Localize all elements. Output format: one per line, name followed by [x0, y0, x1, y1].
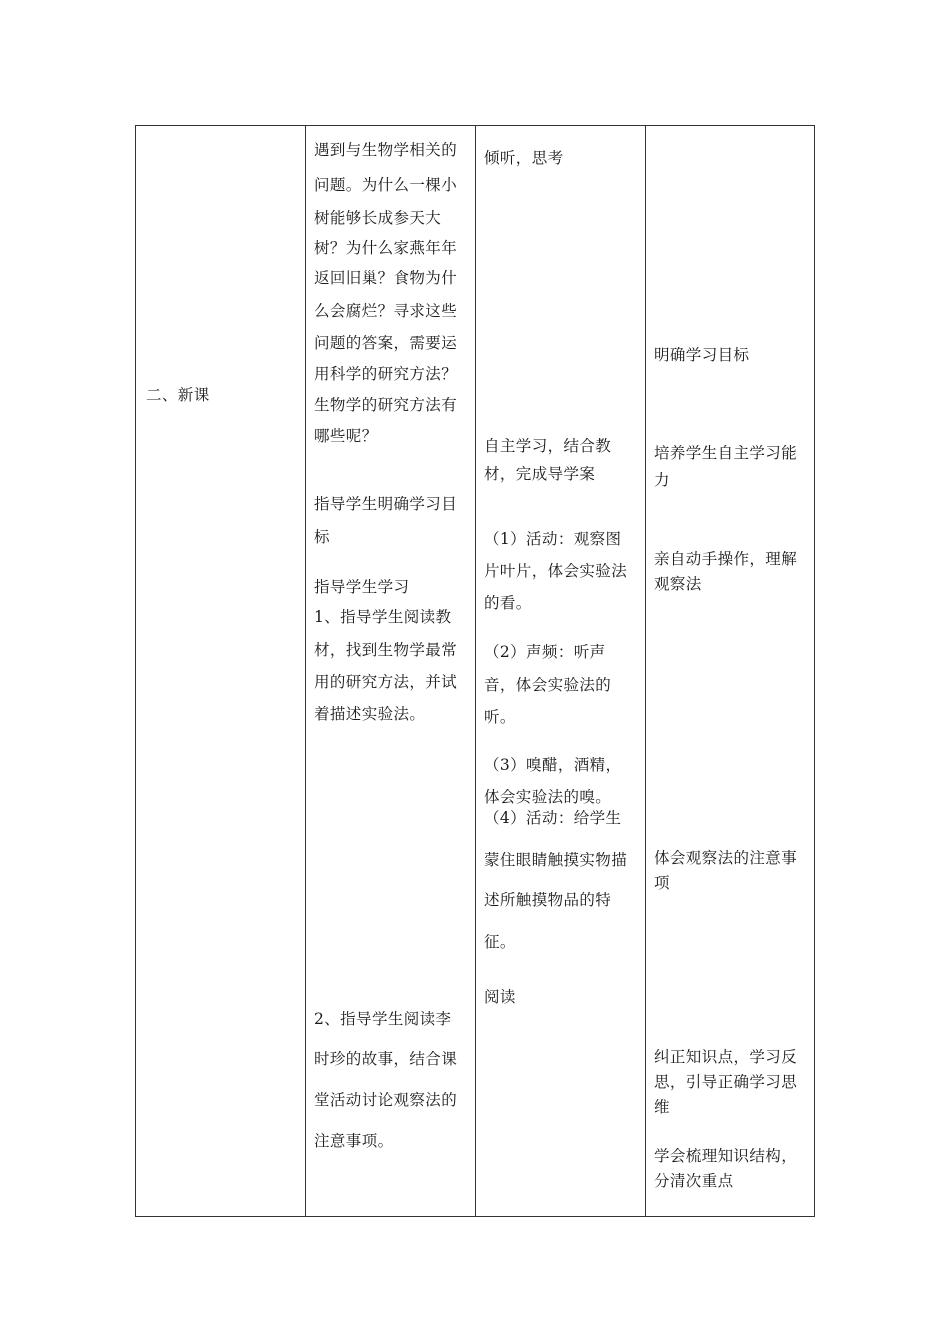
student-text-line: 自主学习，结合教	[484, 437, 612, 455]
teacher-text-line: 2、指导学生阅读李	[314, 1010, 452, 1028]
section-label: 二、新课	[146, 386, 210, 404]
teacher-text-line: 么会腐烂？寻求这些	[314, 302, 458, 320]
teacher-text-line: 生物学的研究方法有	[314, 396, 458, 414]
student-text-line: （2）声频：听声	[484, 643, 606, 661]
teacher-text-line: 材，找到生物学最常	[314, 641, 458, 659]
teacher-text-line: 遇到与生物学相关的	[314, 141, 458, 159]
student-text-line: （3）嗅醋，酒精，	[484, 756, 622, 774]
student-text-line: （1）活动：观察图	[484, 530, 622, 548]
purpose-text-line: 纠正知识点，学习反	[654, 1048, 798, 1066]
student-text-line: 阅读	[484, 988, 516, 1006]
teacher-text-line: 用科学的研究方法？	[314, 365, 458, 383]
student-text-line: 倾听，思考	[484, 149, 564, 167]
column-divider	[645, 126, 646, 1216]
column-divider	[475, 126, 476, 1216]
student-text-line: （4）活动：给学生	[484, 809, 622, 827]
teacher-text-line: 哪些呢？	[314, 427, 378, 445]
purpose-text-line: 培养学生自主学习能	[654, 444, 798, 462]
teacher-text-line: 时珍的故事，结合课	[314, 1050, 458, 1068]
purpose-text-line: 思，引导正确学习思	[654, 1073, 798, 1091]
teacher-text-line: 注意事项。	[314, 1132, 394, 1150]
student-text-line: 的看。	[484, 594, 532, 612]
teacher-text-line: 用的研究方法，并试	[314, 673, 458, 691]
teacher-text-line: 问题的答案，需要运	[314, 334, 458, 352]
purpose-text-line: 力	[654, 471, 670, 489]
teacher-text-line: 着描述实验法。	[314, 705, 426, 723]
purpose-text-line: 亲自动手操作，理解	[654, 550, 798, 568]
purpose-text-line: 体会观察法的注意事	[654, 849, 798, 867]
teacher-text-line: 1、指导学生阅读教	[314, 608, 452, 626]
purpose-text-line: 维	[654, 1098, 670, 1116]
student-text-line: 材，完成导学案	[484, 465, 596, 483]
student-text-line: 音，体会实验法的	[484, 676, 612, 694]
teacher-text-line: 问题。为什么一棵小	[314, 176, 458, 194]
student-text-line: 蒙住眼睛触摸实物描	[484, 851, 628, 869]
purpose-text-line: 项	[654, 874, 670, 892]
student-text-line: 体会实验法的嗅。	[484, 788, 612, 806]
teacher-text-line: 树能够长成参天大	[314, 209, 442, 227]
student-text-line: 征。	[484, 933, 516, 951]
student-text-line: 述所触摸物品的特	[484, 891, 612, 909]
teacher-text-line: 返回旧巢？食物为什	[314, 269, 458, 287]
student-text-line: 片叶片，体会实验法	[484, 562, 628, 580]
teacher-text-line: 指导学生明确学习目	[314, 495, 458, 513]
teacher-text-line: 树？为什么家燕年年	[314, 239, 458, 257]
column-divider	[305, 126, 306, 1216]
purpose-text-line: 学会梳理知识结构，	[654, 1147, 798, 1165]
purpose-text-line: 观察法	[654, 575, 702, 593]
purpose-text-line: 明确学习目标	[654, 346, 750, 364]
student-text-line: 听。	[484, 708, 516, 726]
purpose-text-line: 分清次重点	[654, 1172, 734, 1190]
teacher-text-line: 指导学生学习	[314, 578, 410, 596]
teacher-text-line: 堂活动讨论观察法的	[314, 1091, 458, 1109]
teacher-text-line: 标	[314, 528, 330, 546]
